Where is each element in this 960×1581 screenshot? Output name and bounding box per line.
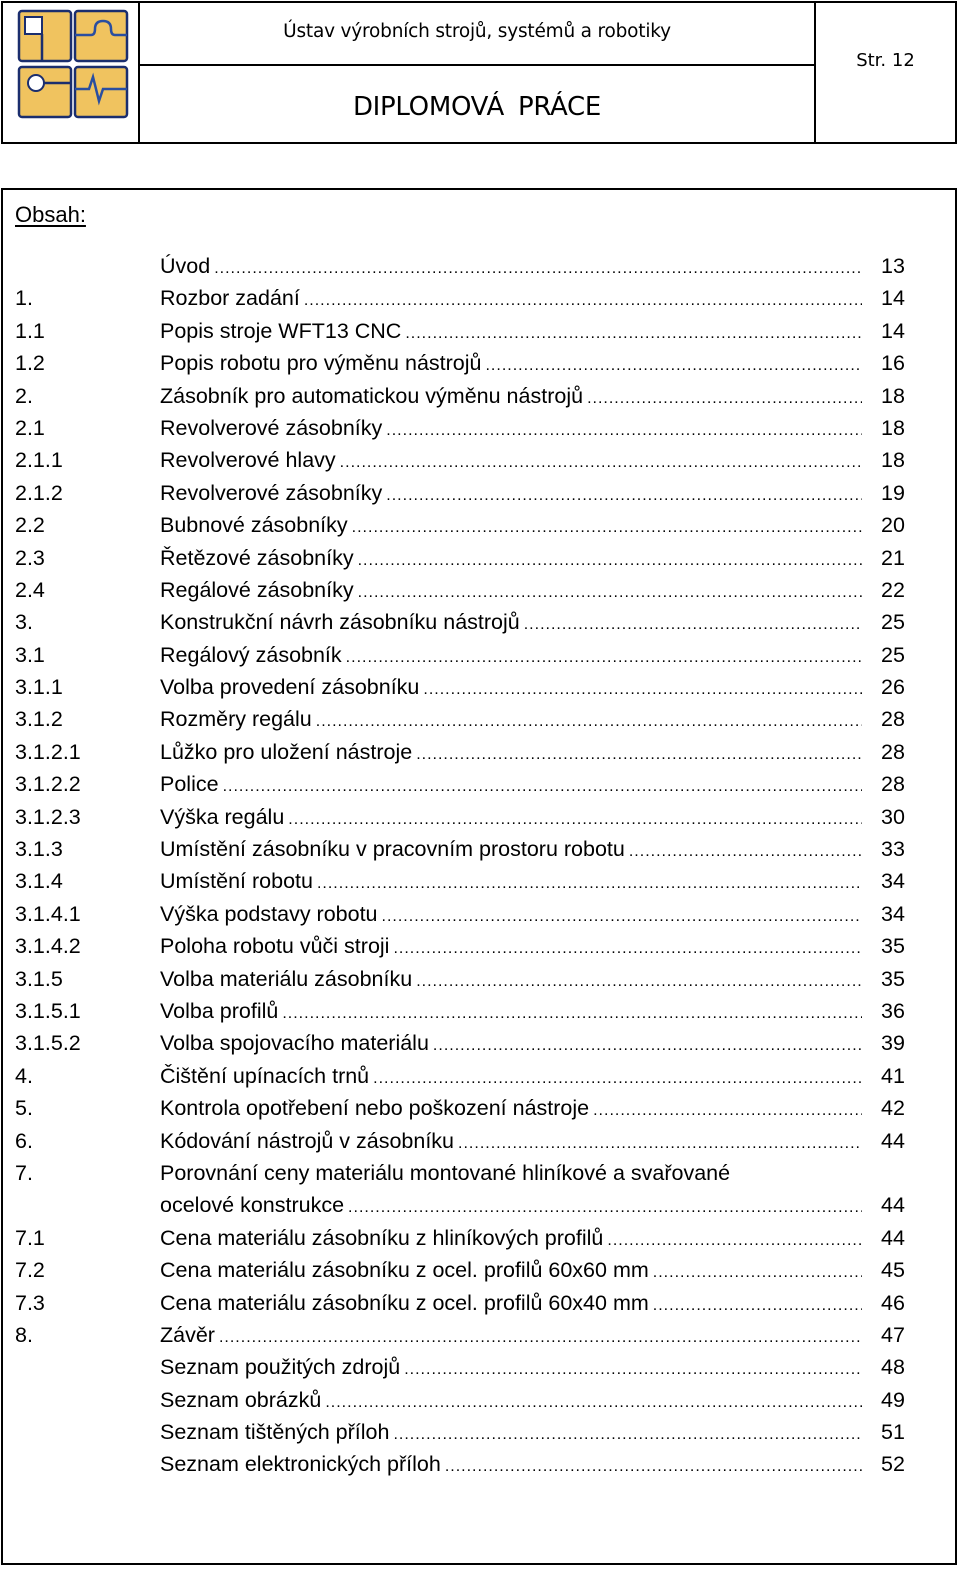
toc-entry — [3, 1351, 955, 1383]
document-type — [140, 66, 814, 142]
toc-dot-leader — [317, 868, 862, 900]
toc-entry-number: 3.1.5 — [15, 966, 63, 991]
toc-entry-body — [160, 768, 862, 803]
toc-dot-leader — [458, 1128, 862, 1160]
toc-entry-title: Kontrola opotřebení nebo poškození nástroje — [160, 1096, 590, 1121]
toc-entry — [3, 1416, 955, 1448]
toc-entry-page: 36 — [881, 998, 905, 1023]
toc-entry — [3, 1254, 955, 1286]
toc-entry-title: Regálový zásobník — [160, 642, 342, 667]
toc-entry-number: 7.2 — [15, 1258, 45, 1283]
toc-entry-body — [160, 833, 862, 868]
toc-entry-number: 3.1.2 — [15, 707, 63, 732]
toc-entry-page: 33 — [881, 837, 905, 862]
toc-entry-number: 7.1 — [15, 1225, 45, 1250]
toc-entry-title: Seznam použitých zdrojů — [160, 1355, 401, 1380]
toc-entry-page: 20 — [881, 513, 905, 538]
toc-entry-number: 3.1.2.3 — [15, 804, 81, 829]
toc-dot-leader — [214, 253, 862, 285]
toc-entry-page: 42 — [881, 1096, 905, 1121]
toc-dot-leader — [352, 512, 862, 544]
toc-entry-body — [160, 347, 862, 382]
institute-logo — [3, 3, 140, 142]
toc-entry-body — [160, 995, 862, 1030]
toc-dot-leader — [346, 642, 862, 674]
toc-entry — [3, 444, 955, 476]
toc-entry-title: Kódování nástrojů v zásobníku — [160, 1128, 455, 1153]
toc-entry-page: 14 — [881, 318, 905, 343]
logo-cell — [3, 3, 140, 142]
toc-entry-body — [160, 1319, 862, 1354]
toc-entry — [3, 477, 955, 509]
toc-entry-number: 7. — [15, 1160, 33, 1185]
toc-entry-title: Revolverové zásobníky — [160, 480, 383, 505]
toc-entry-page: 45 — [881, 1258, 905, 1283]
toc-dot-leader — [653, 1257, 862, 1289]
toc-entry-number: 2.1.1 — [15, 448, 63, 473]
toc-entry-number: 2.2 — [15, 513, 45, 538]
toc-entry-body — [160, 1125, 862, 1160]
toc-entry-title: Police — [160, 772, 219, 797]
toc-entry-body — [160, 1351, 862, 1386]
toc-entry-title: Rozměry regálu — [160, 707, 312, 732]
toc-entry-page: 34 — [881, 869, 905, 894]
toc-entry-body — [160, 1222, 862, 1257]
toc-entry-number: 3.1.5.2 — [15, 1031, 81, 1056]
toc-entry-body — [160, 639, 862, 674]
toc-entry-page: 25 — [881, 642, 905, 667]
toc-entry-title: Výška regálu — [160, 804, 285, 829]
toc-entry-body — [160, 1287, 862, 1322]
toc-entry — [3, 639, 955, 671]
toc-entry — [3, 898, 955, 930]
toc-entry-body — [160, 1416, 862, 1451]
toc-entry-title: Volba profilů — [160, 998, 279, 1023]
toc-entry-title: Závěr — [160, 1322, 215, 1347]
toc-entry-number: 3.1.2.1 — [15, 739, 81, 764]
toc-entry-page: 13 — [881, 254, 905, 278]
toc-entry-title: Volba spojovacího materiálu — [160, 1031, 429, 1056]
page-number: Str. 12 — [856, 50, 915, 71]
toc-entry-title: Poloha robotu vůči stroji — [160, 934, 390, 959]
toc-dot-leader — [653, 1290, 862, 1322]
toc-dot-leader — [404, 1354, 862, 1386]
title-cell — [140, 3, 816, 142]
toc-entry-number: 6. — [15, 1128, 33, 1153]
toc-entry-title: Seznam elektronických příloh — [160, 1452, 441, 1477]
toc-entry-number: 3. — [15, 610, 33, 635]
toc-dot-leader — [393, 933, 862, 965]
toc-entry-page: 48 — [881, 1355, 905, 1380]
toc-entry-number: 3.1.4.1 — [15, 901, 81, 926]
toc-dot-leader — [416, 966, 862, 998]
toc-entry-title: Popis stroje WFT13 CNC — [160, 318, 402, 343]
toc-dot-leader — [316, 706, 862, 738]
toc-entry-page: 19 — [881, 480, 905, 505]
toc-entry — [3, 412, 955, 444]
toc-entry-page: 44 — [881, 1128, 905, 1153]
document-type-text: DIPLOMOVÁ PRÁCE — [352, 92, 602, 122]
toc-entry — [3, 1027, 955, 1059]
toc-entry-number: 3.1.5.1 — [15, 998, 81, 1023]
toc-dot-leader — [393, 1419, 862, 1451]
toc-entry-body — [160, 444, 862, 479]
toc-entry-number: 2. — [15, 383, 33, 408]
page-header — [1, 1, 957, 144]
toc-entry-title: Konstrukční návrh zásobníku nástrojů — [160, 610, 520, 635]
content-frame — [1, 188, 957, 1565]
toc-entry-number: 3.1 — [15, 642, 45, 667]
toc-entry-title: Cena materiálu zásobníku z ocel. profilů 60x60 mm — [160, 1258, 649, 1283]
toc-entry — [3, 833, 955, 865]
toc-entry — [3, 380, 955, 412]
toc-dot-leader — [348, 1192, 862, 1224]
toc-entry-body — [160, 542, 862, 577]
toc-entry-body — [160, 380, 862, 415]
toc-dot-leader — [445, 1451, 862, 1483]
toc-entry-page: 28 — [881, 739, 905, 764]
toc-dot-leader — [386, 415, 862, 447]
toc-entry-body — [160, 1157, 862, 1189]
toc-entry-body — [160, 930, 862, 965]
toc-entry — [3, 671, 955, 703]
toc-entry — [3, 1448, 955, 1480]
toc-entry-page: 35 — [881, 934, 905, 959]
toc-dot-leader — [223, 771, 862, 803]
toc-entry — [3, 963, 955, 995]
toc-entry — [3, 865, 955, 897]
toc-entry-page: 22 — [881, 577, 905, 602]
toc-entry-title: Bubnové zásobníky — [160, 513, 348, 538]
toc-entry-page: 18 — [881, 448, 905, 473]
toc-entry — [3, 250, 955, 282]
toc-dot-leader — [386, 480, 862, 512]
toc-entry-title: Umístění robotu — [160, 869, 313, 894]
toc-entry-page: 28 — [881, 707, 905, 732]
toc-entry — [3, 606, 955, 638]
toc-dot-leader — [405, 318, 862, 350]
toc-entry-title: ocelové konstrukce — [160, 1193, 345, 1218]
toc-entry-number: 7.3 — [15, 1290, 45, 1315]
toc-entry-body — [160, 1027, 862, 1062]
toc-dot-leader — [382, 901, 862, 933]
toc-entry-body — [160, 1448, 862, 1483]
toc-dot-leader — [485, 350, 862, 382]
toc-entry-page: 30 — [881, 804, 905, 829]
toc-entry-number: 5. — [15, 1096, 33, 1121]
institute-name: Ústav výrobních strojů, systémů a robotiky — [140, 3, 814, 66]
toc-entry-page: 14 — [881, 286, 905, 311]
toc-entry-page: 25 — [881, 610, 905, 635]
toc-entry-title: Porovnání ceny materiálu montované hliníkové a svařované — [160, 1160, 731, 1185]
toc-dot-leader — [304, 285, 862, 317]
toc-entry — [3, 703, 955, 735]
toc-entry-body — [160, 865, 862, 900]
toc-entry — [3, 509, 955, 541]
toc-dot-leader — [629, 836, 862, 868]
toc-entry — [3, 1319, 955, 1351]
toc-entry-body — [160, 736, 862, 771]
toc-entry-number: 3.1.2.2 — [15, 772, 81, 797]
toc-entry — [3, 1060, 955, 1092]
toc-entry-body — [160, 1254, 862, 1289]
toc-entry — [3, 736, 955, 768]
toc-entry-page: 44 — [881, 1225, 905, 1250]
toc-entry — [3, 1125, 955, 1157]
toc-entry-number: 8. — [15, 1322, 33, 1347]
toc-entry-body — [160, 1060, 862, 1095]
toc-entry — [3, 768, 955, 800]
toc-dot-leader — [373, 1063, 862, 1095]
toc-entry — [3, 347, 955, 379]
toc-entry-page: 46 — [881, 1290, 905, 1315]
toc-entry-number: 3.1.1 — [15, 675, 63, 700]
toc-entry-title: Volba materiálu zásobníku — [160, 966, 413, 991]
toc-entry-body — [160, 250, 862, 285]
toc-dot-leader — [524, 609, 862, 641]
toc-entry-number: 3.1.4.2 — [15, 934, 81, 959]
toc-entry-body — [160, 898, 862, 933]
toc-entry-number: 1. — [15, 286, 33, 311]
toc-entry-number: 3.1.3 — [15, 837, 63, 862]
toc-entry-body — [160, 282, 862, 317]
toc-entry-number: 3.1.4 — [15, 869, 63, 894]
toc-entry — [3, 542, 955, 574]
toc-entry-title: Volba provedení zásobníku — [160, 675, 420, 700]
toc-dot-leader — [325, 1387, 862, 1419]
toc-entry-body — [160, 1092, 862, 1127]
toc-entry-title: Umístění zásobníku v pracovním prostoru robotu — [160, 837, 625, 862]
toc-entry-title: Regálové zásobníky — [160, 577, 354, 602]
toc-entry-body — [160, 412, 862, 447]
toc-entry-number: 2.1 — [15, 415, 45, 440]
toc-entry — [3, 574, 955, 606]
toc-entry — [3, 1287, 955, 1319]
toc-entry-body — [160, 801, 862, 836]
toc-entry-page: 49 — [881, 1387, 905, 1412]
toc-entry-number: 2.1.2 — [15, 480, 63, 505]
logo-tile-3 — [19, 67, 71, 117]
toc-entry-body — [160, 477, 862, 512]
toc-dot-leader — [593, 1095, 862, 1127]
toc-entry — [3, 1189, 955, 1221]
toc-dot-leader — [607, 1225, 862, 1257]
toc-entry-page: 21 — [881, 545, 905, 570]
toc-dot-leader — [219, 1322, 862, 1354]
toc-entry-page: 28 — [881, 772, 905, 797]
toc-entry-page: 51 — [881, 1420, 905, 1445]
toc-entry-title: Revolverové hlavy — [160, 448, 336, 473]
toc-entry-page: 41 — [881, 1063, 905, 1088]
toc-heading: Obsah: — [15, 202, 86, 227]
toc-entry — [3, 315, 955, 347]
toc-entry-body — [160, 1189, 862, 1224]
toc-entry — [3, 282, 955, 314]
toc-entry-body — [160, 509, 862, 544]
toc-entry-number: 2.4 — [15, 577, 45, 602]
toc-entry-page: 18 — [881, 415, 905, 440]
toc-entry-title: Cena materiálu zásobníku z hliníkových profilů — [160, 1225, 604, 1250]
toc-dot-leader — [433, 1030, 862, 1062]
toc-entry-title: Popis robotu pro výměnu nástrojů — [160, 351, 482, 376]
toc-entry-title: Seznam tištěných příloh — [160, 1420, 390, 1445]
toc-entry-title: Rozbor zadání — [160, 286, 300, 311]
toc-entry-page: 52 — [881, 1452, 905, 1477]
toc-entry-number: 4. — [15, 1063, 33, 1088]
toc-entry-page: 47 — [881, 1322, 905, 1347]
toc-entry-page: 34 — [881, 901, 905, 926]
toc-entry — [3, 801, 955, 833]
toc-entry-title: Úvod — [160, 254, 211, 278]
toc-entry-title: Seznam obrázků — [160, 1387, 322, 1412]
toc-entry — [3, 1384, 955, 1416]
toc-entry-page: 44 — [881, 1193, 905, 1218]
toc-entry-body — [160, 1384, 862, 1419]
toc-entry-number: 1.2 — [15, 351, 45, 376]
toc-entry-body — [160, 606, 862, 641]
toc-dot-leader — [587, 383, 862, 415]
toc-entry-number: 1.1 — [15, 318, 45, 343]
toc-dot-leader — [358, 545, 862, 577]
toc-entry — [3, 995, 955, 1027]
toc-entry-number: 2.3 — [15, 545, 45, 570]
toc-entry-page: 39 — [881, 1031, 905, 1056]
toc-entry — [3, 930, 955, 962]
toc-entry-page: 18 — [881, 383, 905, 408]
toc-entry — [3, 1157, 955, 1189]
toc-dot-leader — [340, 447, 862, 479]
toc-entry-body — [160, 315, 862, 350]
toc-dot-leader — [358, 577, 862, 609]
toc-entry-body — [160, 703, 862, 738]
toc-entry-body — [160, 671, 862, 706]
toc-entry-title: Lůžko pro uložení nástroje — [160, 739, 413, 764]
toc-entry-title: Revolverové zásobníky — [160, 415, 383, 440]
toc-entry-title: Řetězové zásobníky — [160, 545, 354, 570]
toc-dot-leader — [288, 804, 862, 836]
toc-entry-title: Zásobník pro automatickou výměnu nástrojů — [160, 383, 584, 408]
toc-dot-leader — [423, 674, 862, 706]
toc-entry-title: Čištění upínacích trnů — [160, 1063, 370, 1088]
toc-entry-page: 26 — [881, 675, 905, 700]
toc-entry — [3, 1092, 955, 1124]
toc-entry-body — [160, 574, 862, 609]
toc-entry — [3, 1222, 955, 1254]
toc-list — [3, 250, 955, 1481]
toc-dot-leader — [416, 739, 862, 771]
toc-entry-body — [160, 963, 862, 998]
toc-dot-leader — [282, 998, 862, 1030]
toc-entry-title: Cena materiálu zásobníku z ocel. profilů 60x40 mm — [160, 1290, 649, 1315]
toc-entry-title: Výška podstavy robotu — [160, 901, 378, 926]
toc-entry-page: 16 — [881, 351, 905, 376]
toc-entry-page: 35 — [881, 966, 905, 991]
